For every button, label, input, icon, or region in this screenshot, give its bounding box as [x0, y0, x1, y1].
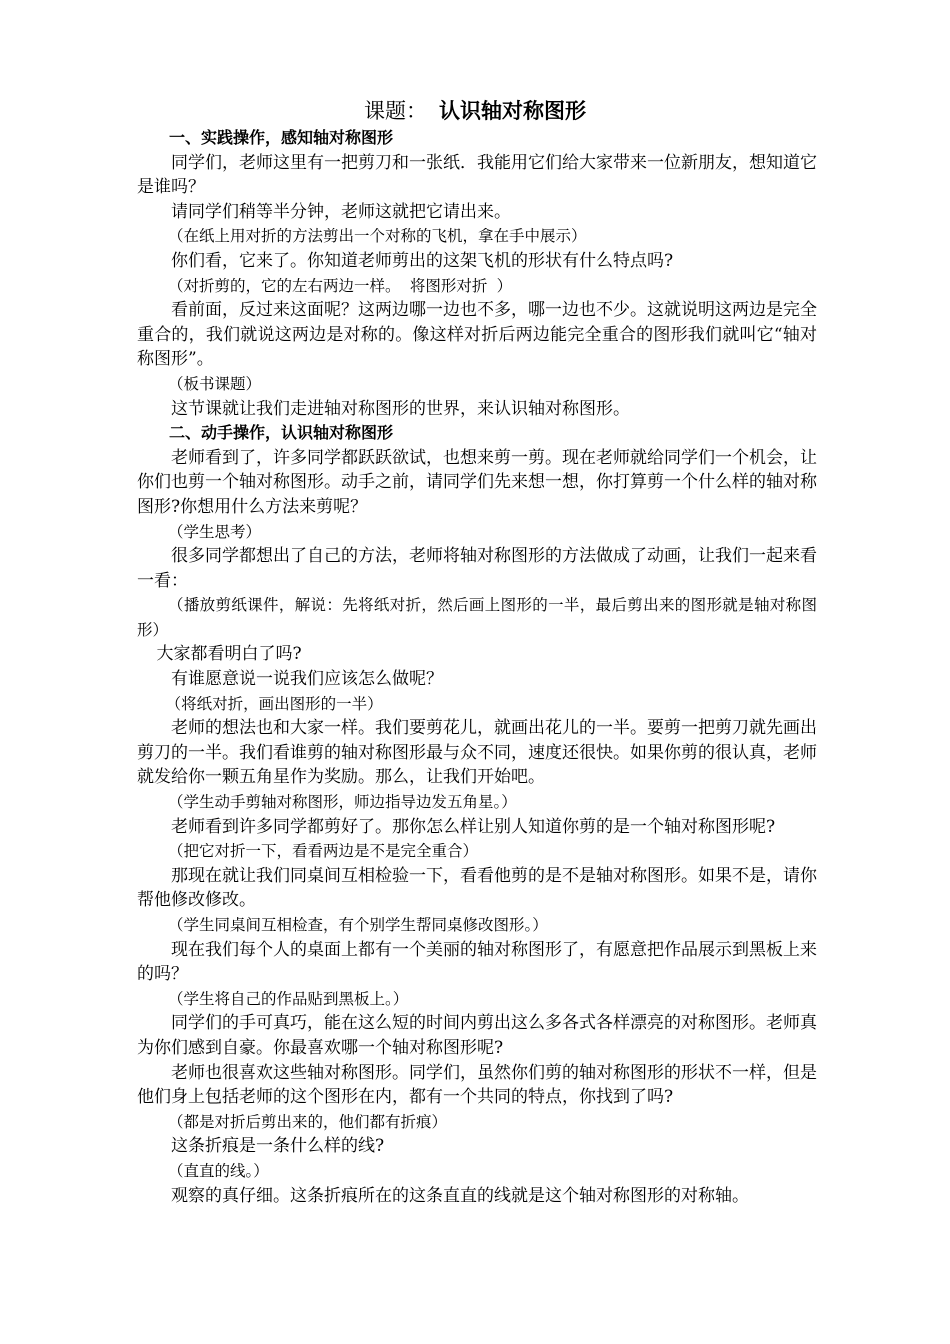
stage-note: （对折剪的，它的左右两边一样。 将图形对折 ）	[168, 276, 513, 295]
paragraph: 很多同学都想出了自己的方法，老师将轴对称图形的方法做成了动画，让我们一起来看一看：	[137, 546, 817, 591]
stage-note: （直直的线。）	[168, 1161, 269, 1180]
stage-note: （学生动手剪轴对称图形，师边指导边发五角星。）	[168, 793, 517, 812]
title-main: 认识轴对称图形	[439, 98, 586, 123]
paragraph: 现在我们每个人的桌面上都有一个美丽的轴对称图形了，有愿意把作品展示到黑板上来的吗？	[137, 939, 817, 985]
stage-note: （板书课题）	[168, 374, 262, 393]
stage-note: （把它对折一下，看看两边是不是完全重合）	[168, 842, 479, 861]
title-label: 课题：	[364, 99, 427, 123]
lesson-title	[0, 96, 950, 126]
paragraph: 老师看到了，许多同学都跃跃欲试，也想来剪一剪。现在老师就给同学们一个机会，让你们也剪一个轴对称图形。动手之前，请同学们先来想一想，你打算剪一个什么样的轴对称图形?你想用什么方法来剪呢？	[137, 447, 817, 517]
stage-note: （学生同桌间互相检查，有个别学生帮同桌修改图形。）	[168, 916, 548, 934]
paragraph: 大家都看明白了吗?	[156, 644, 302, 665]
stage-note: （学生将自己的作品贴到黑板上。）	[168, 989, 409, 1008]
paragraph: 那现在就让我们同桌间互相检验一下，看看他剪的是不是轴对称图形。如果不是，请你帮他修改修改。	[137, 865, 817, 911]
stage-note: （将纸对折，画出图形的一半）	[165, 694, 383, 713]
paragraph: 同学们，老师这里有一把剪刀和一张纸．我能用它们给大家带来一位新朋友，想知道它是谁吗？	[137, 152, 817, 198]
paragraph: 这节课就让我们走进轴对称图形的世界，来认识轴对称图形。	[171, 398, 630, 419]
paragraph: 同学们的手可真巧，能在这么短的时间内剪出这么多各式各样漂亮的对称图形。老师真为你们感到自豪。你最喜欢哪一个轴对称图形呢?	[137, 1013, 817, 1058]
paragraph: 看前面，反过来这面呢？这两边哪一边也不多，哪一边也不少。这就说明这两边是完全重合的，我们就说这两边是对称的。像这样对折后两边能完全重合的图形我们就叫它“轴对称图形”。	[137, 300, 817, 370]
stage-note: （学生思考）	[168, 522, 262, 541]
paragraph: 老师也很喜欢这些轴对称图形。同学们，虽然你们剪的轴对称图形的形状不一样，但是他们身上包括老师的这个图形在内，都有一个共同的特点，你找到了吗?	[137, 1062, 817, 1108]
stage-note: （都是对折后剪出来的，他们都有折痕）	[168, 1112, 448, 1131]
paragraph: 老师看到许多同学都剪好了。那你怎么样让别人知道你剪的是一个轴对称图形呢?	[171, 816, 776, 837]
paragraph: 你们看，它来了。你知道老师剪出的这架飞机的形状有什么特点吗?	[171, 250, 674, 271]
paragraph: 请同学们稍等半分钟，老师这就把它请出来。	[171, 201, 511, 222]
stage-note: （播放剪纸课件，解说：先将纸对折，然后画上图形的一半，最后剪出来的图形就是轴对称图形）	[137, 596, 817, 639]
lesson-body	[137, 126, 817, 1208]
paragraph: 这条折痕是一条什么样的线?	[171, 1136, 385, 1157]
stage-note: （在纸上用对折的方法剪出一个对称的飞机，拿在手中展示）	[168, 227, 587, 246]
paragraph: 老师的想法也和大家一样。我们要剪花儿，就画出花儿的一半。要剪一把剪刀就先画出剪刀的一半。我们看谁剪的轴对称图形最与众不同，速度还很快。如果你剪的很认真，老师就发给你一颗五角星作为奖励。那么，让我们开始吧。	[137, 718, 817, 788]
section-heading-2: 二、动手操作，认识轴对称图形	[169, 423, 394, 443]
paragraph: 观察的真仔细。这条折痕所在的这条直直的线就是这个轴对称图形的对称轴。	[171, 1185, 749, 1206]
paragraph: 有谁愿意说一说我们应该怎么做呢？	[171, 669, 443, 690]
section-heading-1: 一、实践操作，感知轴对称图形	[169, 128, 394, 147]
